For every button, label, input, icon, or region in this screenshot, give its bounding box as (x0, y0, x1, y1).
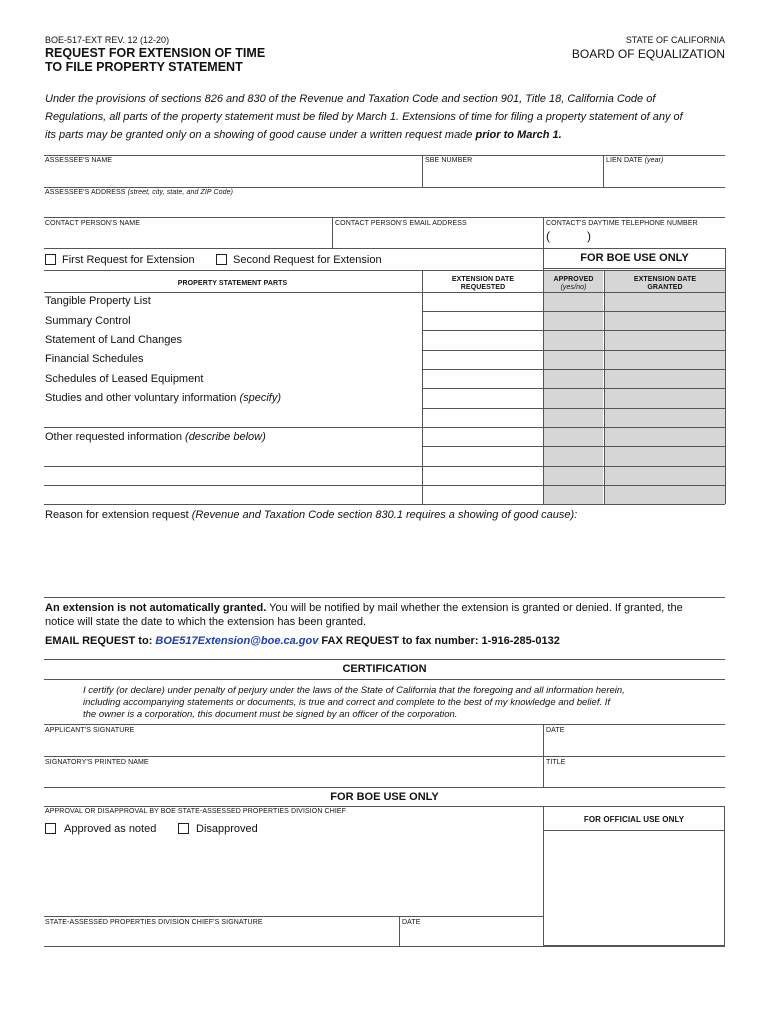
email-fax-line: EMAIL REQUEST to: BOE517Extension@boe.ca.gov FAX REQUEST to fax number: 1-916-285-0132 (45, 635, 560, 647)
row-financial-schedules: Financial Schedules (45, 353, 144, 365)
official-use-box (543, 806, 725, 946)
applicant-signature-field[interactable] (45, 737, 540, 754)
granted-column-shade (605, 270, 725, 504)
other-info-line-2[interactable] (45, 467, 420, 485)
ext-date-land[interactable] (423, 331, 542, 349)
other-info-line-3[interactable] (45, 486, 420, 504)
official-use-label: FOR OFFICIAL USE ONLY (583, 815, 685, 824)
ext-date-studies[interactable] (423, 389, 542, 407)
agency-label: BOARD OF EQUALIZATION (571, 47, 725, 61)
approved-as-noted-label: Approved as noted (64, 823, 157, 835)
lien-date-label: LIEN DATE (year) (606, 157, 664, 164)
approved-column-shade (544, 270, 603, 504)
chief-signature-field[interactable] (45, 929, 395, 945)
sbe-number-field[interactable] (425, 166, 600, 184)
contact-email-label: CONTACT PERSON'S EMAIL ADDRESS (335, 220, 467, 227)
ext-date-tangible[interactable] (423, 293, 542, 311)
row-tangible-property-list: Tangible Property List (45, 295, 151, 307)
sbe-number-label: SBE NUMBER (425, 157, 473, 164)
contact-name-label: CONTACT PERSON'S NAME (45, 220, 140, 227)
contact-phone-label: CONTACT'S DAYTIME TELEPHONE NUMBER (546, 220, 698, 227)
certification-text: I certify (or declare) under penalty of perjury under the laws of the State of California that the foregoing and all information herein, including accompanying statements or documents, is true and correct and complete to the best of my knowledge and belief. If the owner is a corporation, this document must be signed by an officer of the corporation. (83, 685, 625, 720)
second-request-checkbox[interactable] (216, 254, 227, 265)
cert-date-field[interactable] (546, 737, 724, 754)
boe-use-only-bottom-heading: FOR BOE USE ONLY (330, 791, 439, 803)
assessee-address-field[interactable] (45, 198, 723, 213)
form-title-line2: TO FILE PROPERTY STATEMENT (45, 60, 243, 74)
reason-label: Reason for extension request (Revenue and Taxation Code section 830.1 requires a showing of good cause): (45, 509, 578, 521)
ext-date-leased[interactable] (423, 370, 542, 388)
intro-text: Under the provisions of sections 826 and 830 of the Revenue and Taxation Code and section 901, Title 18, California Code of Regulations, all parts of the property statement must be filed by March 1. Extensions of time for filing a property statement of any of its parts may be granted only on a showing of good cause under a written request made prior to March 1. (45, 93, 683, 141)
contact-phone-field[interactable] (600, 230, 722, 246)
boe-use-only-heading: FOR BOE USE ONLY (580, 252, 689, 264)
form-number: BOE-517-EXT REV. 12 (12-20) (45, 35, 170, 45)
row-summary-control: Summary Control (45, 315, 131, 327)
applicant-signature-label: APPLICANT'S SIGNATURE (45, 727, 135, 734)
row-studies: Studies and other voluntary information (specify) (45, 392, 282, 404)
row-other-info: Other requested information (describe below) (45, 431, 266, 443)
printed-name-label: SIGNATORY'S PRINTED NAME (45, 759, 149, 766)
disapproved-checkbox[interactable] (178, 823, 189, 834)
assessee-name-label: ASSESSEE'S NAME (45, 157, 113, 164)
assessee-address-label: ASSESSEE'S ADDRESS (street, city, state, and ZIP Code) (45, 189, 234, 196)
ext-date-summary[interactable] (423, 312, 542, 330)
row-land-changes: Statement of Land Changes (45, 334, 182, 346)
notice-text: An extension is not automatically granted. You will be notified by mail whether the extension is granted or denied. If granted, the notice will state the date to which the extension has been granted. (45, 602, 683, 628)
chief-date-label: DATE (402, 919, 421, 926)
disapproved-label: Disapproved (196, 823, 258, 835)
certification-heading: CERTIFICATION (342, 663, 427, 675)
contact-name-field[interactable] (45, 230, 330, 246)
other-info-line-1[interactable] (45, 447, 420, 465)
approval-label: APPROVAL OR DISAPPROVAL BY BOE STATE-ASSESSED PROPERTIES DIVISION CHIEF (45, 808, 347, 815)
state-label: STATE OF CALIFORNIA (625, 35, 725, 45)
assessee-name-field[interactable] (45, 166, 420, 184)
col-header-extension-requested: EXTENSION DATE REQUESTED (451, 276, 515, 291)
contact-email-field[interactable] (335, 230, 540, 246)
phone-open-paren: ( (546, 229, 550, 243)
title-field[interactable] (546, 768, 724, 785)
ext-date-financial[interactable] (423, 351, 542, 369)
email-link[interactable]: BOE517Extension@boe.ca.gov (155, 635, 319, 647)
second-request-label: Second Request for Extension (233, 254, 382, 266)
lien-date-field[interactable] (606, 166, 724, 184)
col-header-parts: PROPERTY STATEMENT PARTS (177, 280, 288, 287)
chief-signature-label: STATE-ASSESSED PROPERTIES DIVISION CHIEF'S SIGNATURE (45, 919, 263, 926)
phone-close-paren: ) (587, 229, 591, 243)
form-title-line1: REQUEST FOR EXTENSION OF TIME (45, 46, 266, 60)
reason-field[interactable] (45, 525, 725, 593)
first-request-checkbox[interactable] (45, 254, 56, 265)
col-header-approved: APPROVED (yes/no) (553, 276, 594, 291)
printed-name-field[interactable] (45, 768, 540, 785)
cert-date-label: DATE (546, 727, 565, 734)
title-label: TITLE (546, 759, 566, 766)
chief-date-field[interactable] (402, 929, 540, 945)
row-leased-equipment: Schedules of Leased Equipment (45, 373, 204, 385)
first-request-label: First Request for Extension (62, 254, 195, 266)
col-header-granted: EXTENSION DATE GRANTED (633, 276, 697, 291)
approved-as-noted-checkbox[interactable] (45, 823, 56, 834)
